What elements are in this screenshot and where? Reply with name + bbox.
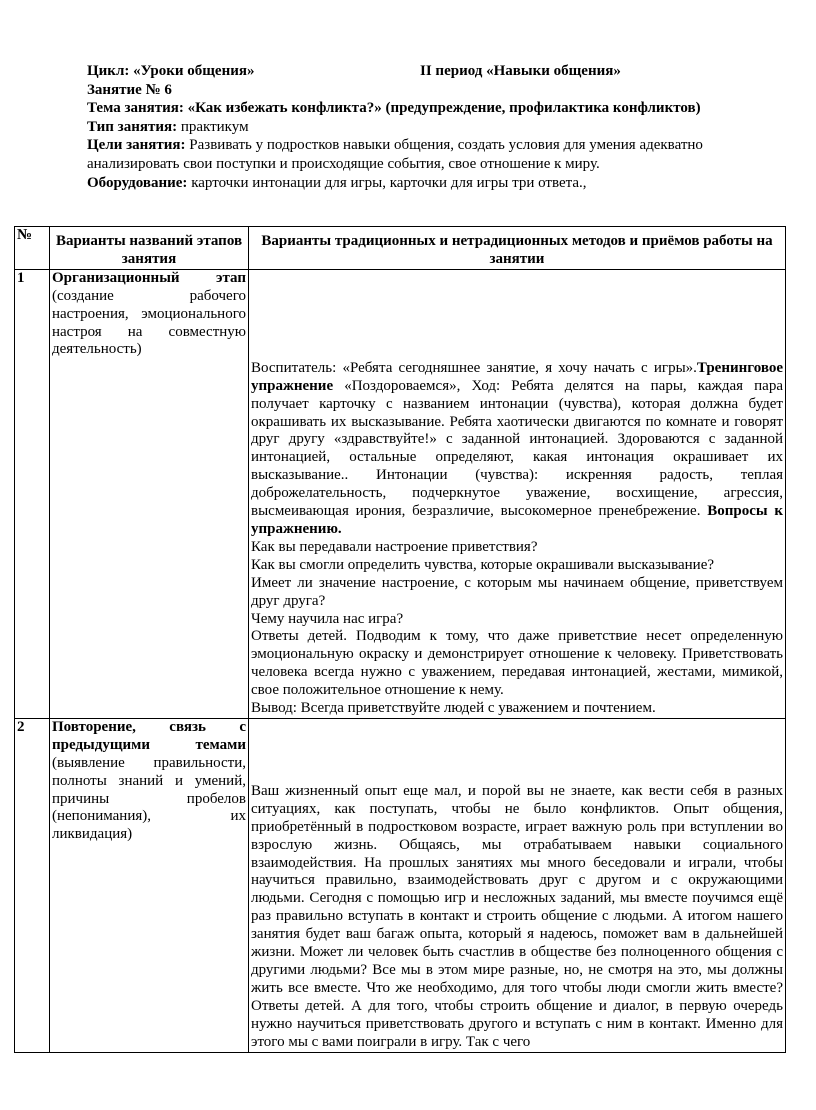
header-cycle-row: [87, 62, 737, 81]
lesson-header: [87, 62, 737, 192]
period-title: II период «Навыки общения»: [420, 63, 621, 79]
lesson-topic: Тема занятия: «Как избежать конфликта?» (предупреждение, профилактика конфликтов): [87, 100, 701, 117]
col-header-stages: Варианты названий этапов занятия: [50, 227, 249, 270]
lesson-type-label: Тип занятия:: [87, 118, 178, 135]
lesson-equipment-label: Оборудование:: [87, 174, 188, 191]
answers-paragraph: Ответы детей. Подводим к тому, что даже приветствие несет определенную эмоциональную окраску и демонстрирует отношение к человеку. Приветствовать человека всегда нужно с уважением, передавая интонацией, жестами, мимикой, свое положительное отношение к нему.: [251, 628, 783, 699]
table-row: [15, 718, 786, 1052]
repetition-paragraph: Ваш жизненный опыт еще мал, и порой вы не знаете, как вести себя в разных ситуациях, как поступать, чтобы не было конфликтов. Опыт общения, приобретённый в подростковом возрасте, играет важную роль при вступлении во взрослую жизнь. Общаясь, мы отрабатываем навыки социального взаимодействия. На прошлых занятиях мы много беседовали и играли, чтобы научиться правильно, взаимодействовать друг с другом и с окружающими людьми. Сегодня с помощью игр и несложных заданий, мы вместе поучимся ещё раз правильно вступать в контакт и строить общение с людьми. А итогом нашего занятия будет ваш багаж опыта, который я надеюсь, поможет вам в дальнейшей жизни. Может ли человек быть счастлив в обществе без полноценного общения с другими людьми? Все мы в этом мире разные, но, не смотря на это, мы должны жить все вместе. Что же необходимо, для того чтобы люди смогли жить вместе? Ответы детей. А для того, чтобы строить общение и диалог, в первую очередь нужно научиться приветствовать другого и вступать с ним в контакт. Именно для этого мы с вами поиграли в игру. Так с чего: [251, 782, 783, 1050]
lesson-type: [87, 118, 737, 137]
methods-cell: [249, 269, 786, 718]
table-row: [15, 269, 786, 718]
lesson-goals-label: Цели занятия:: [87, 137, 186, 154]
cycle-title: Цикл: «Уроки общения»: [87, 63, 255, 79]
exercise-title: Тренинговое упражнение: [251, 359, 783, 394]
lesson-equipment-value: карточки интонации для игры, карточки для игры три ответа.,: [187, 174, 587, 191]
lesson-type-value: практикум: [177, 118, 249, 135]
cell-spacer: [251, 270, 783, 360]
stage-title: Организационный этап: [52, 269, 246, 286]
stage-title: Повторение, связь с предыдущими темами: [52, 718, 246, 753]
exercise-description: «Поздороваемся», Ход: Ребята делятся на пары, каждая пара получает карточку с названием интонации (чувства), которая должна будет окрашивать их высказывание. Ребята хаотически двигаются по комнате и говорят друг другу «здравствуйте!» с заданной интонацией. Здороваются с заданной интонацией, остальные определяют, какая интонация окрашивает их высказывание.. Интонации (чувства): искренняя радость, теплая доброжелательность, подчеркнутое уважение, восхищение, агрессия, высмеивающая ирония, безразличие, высокомерное пренебрежение.: [251, 377, 783, 520]
conclusion: Вывод: Всегда приветствуйте людей с уважением и почтением.: [251, 700, 656, 717]
lesson-plan-table: [14, 226, 786, 1053]
row-number: 2: [15, 718, 50, 1052]
exercise-intro: Воспитатель: «Ребята сегодняшнее занятие, я хочу начать с игры».: [251, 359, 697, 376]
question-2: Как вы смогли определить чувства, которые окрашивали высказывание?: [251, 556, 715, 573]
methods-cell: [249, 718, 786, 1052]
row-number: 1: [15, 269, 50, 718]
exercise-questions-title: Вопросы к упражнению.: [251, 503, 783, 537]
col-header-number: №: [15, 227, 50, 270]
stage-cell: [50, 269, 249, 718]
cell-spacer: [251, 719, 783, 783]
lesson-equipment: [87, 174, 737, 193]
col-header-methods: Варианты традиционных и нетрадиционных методов и приёмов работы на занятии: [249, 227, 786, 270]
table-header-row: [15, 227, 786, 270]
exercise-paragraph: [251, 360, 783, 539]
stage-description: (создание рабочего настроения, эмоционального настроя на совместную деятельность): [52, 287, 246, 358]
stage-cell: [50, 718, 249, 1052]
question-1: Как вы передавали настроение приветствия?: [251, 538, 538, 555]
lesson-goals-value: Развивать у подростков навыки общения, создать условия для умения адекватно анализировать свои поступки и происходящие события, свое отношение к миру.: [87, 137, 703, 172]
question-4: Чему научила нас игра?: [251, 610, 404, 627]
lesson-number: Занятие № 6: [87, 81, 172, 98]
lesson-goals: [87, 136, 737, 173]
stage-description: (выявление правильности, полноты знаний и умений, причины пробелов (непонимания), их ликвидация): [52, 754, 246, 843]
question-3: Имеет ли значение настроение, с которым мы начинаем общение, приветствуем друг друга?: [251, 574, 783, 609]
